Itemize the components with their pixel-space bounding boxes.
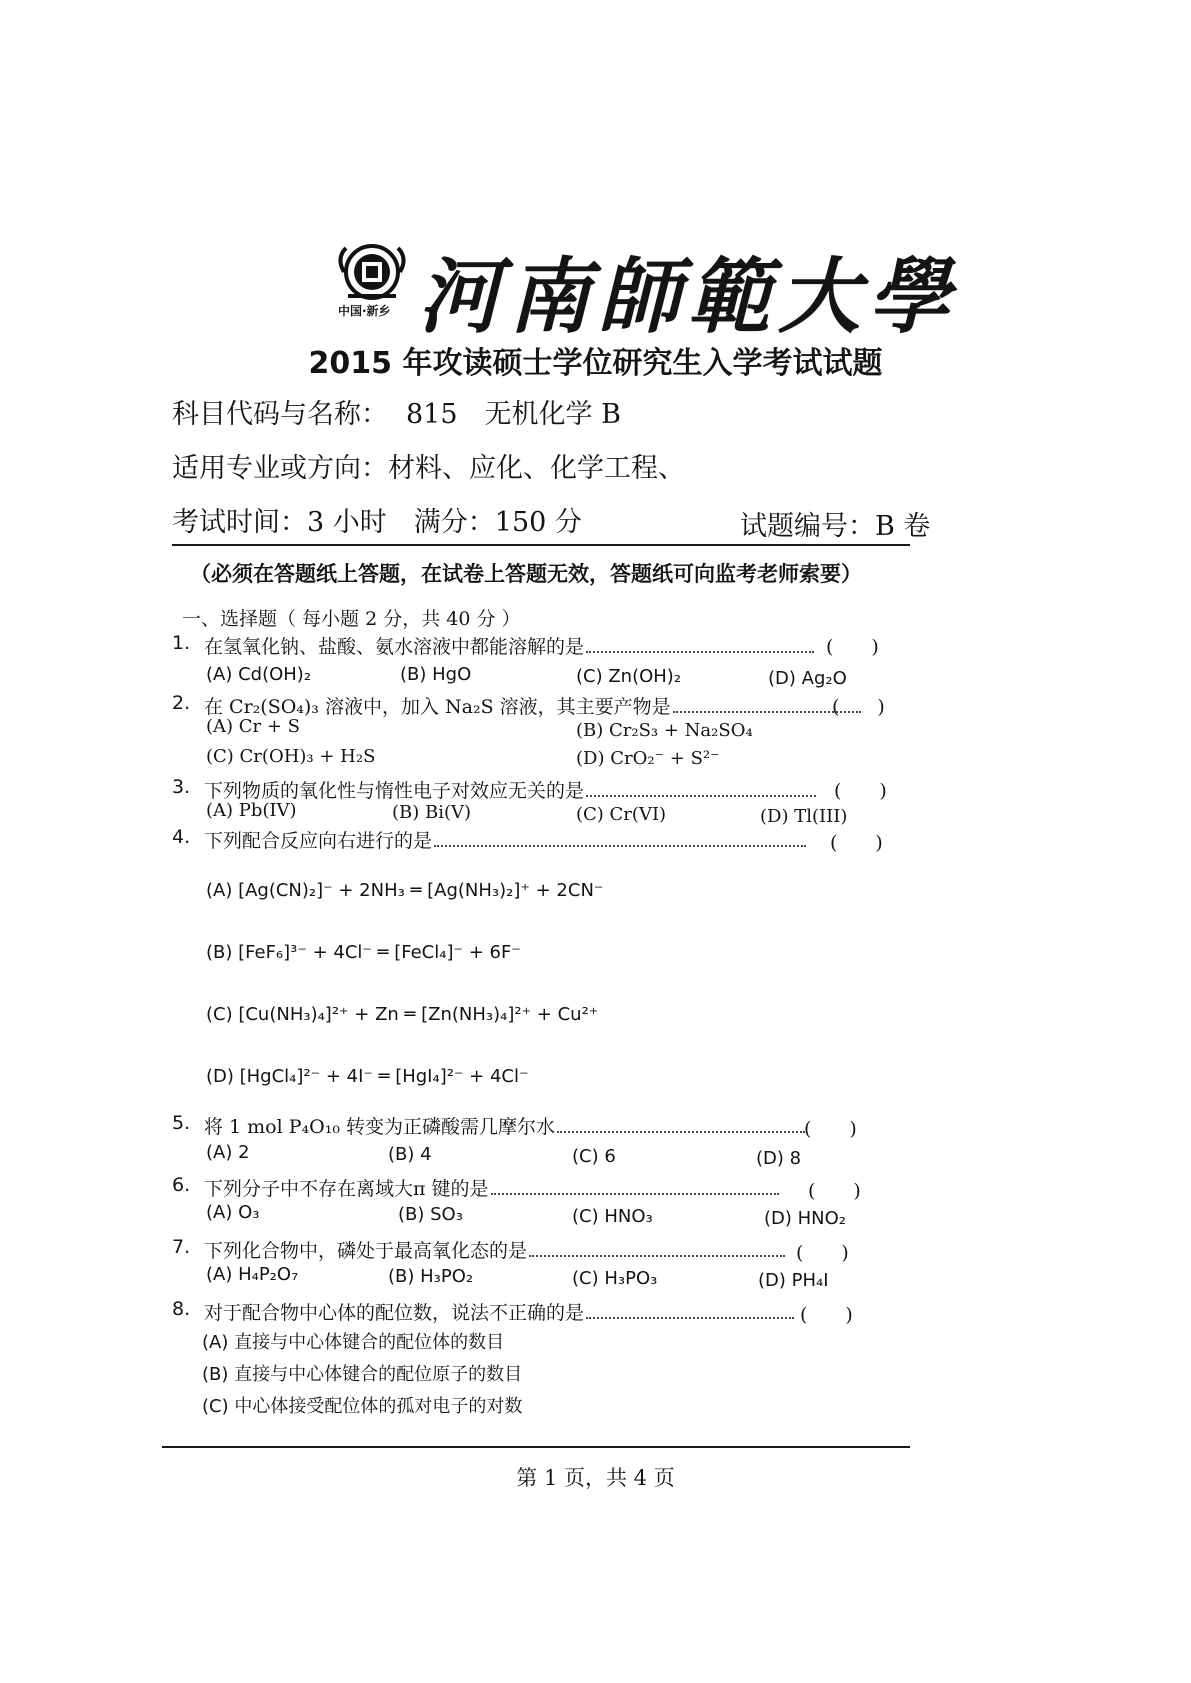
question-text-content: 下列分子中不存在离域大π 键的是 — [204, 1178, 489, 1200]
question-text — [204, 1174, 779, 1201]
answer-paren: ( ) — [800, 1304, 853, 1326]
question-text — [204, 1298, 794, 1325]
question-number: 3. — [172, 776, 191, 798]
question-text-content: 将 1 mol P₄O₁₀ 转变为正磷酸需几摩尔水 — [204, 1116, 555, 1138]
option: (A) Pb(IV) — [206, 800, 297, 821]
question-text-content: 下列化合物中，磷处于最高氧化态的是 — [204, 1240, 528, 1262]
question-text-content: 下列配合反应向右进行的是 — [204, 830, 433, 852]
question-number: 5. — [172, 1112, 191, 1134]
equation-option: (D) [HgCl₄]²⁻ + 4I⁻ ═ [HgI₄]²⁻ + 4Cl⁻ — [206, 1066, 529, 1087]
equation-option: (B) [FeF₆]³⁻ + 4Cl⁻ ═ [FeCl₄]⁻ + 6F⁻ — [206, 942, 521, 963]
exam-title: 2015 年攻读硕士学位研究生入学考试试题 — [308, 346, 883, 381]
option: (B) HgO — [400, 664, 472, 685]
major-line — [172, 446, 685, 485]
footer-rule — [162, 1446, 910, 1448]
question-text — [204, 692, 861, 719]
question-number: 8. — [172, 1298, 191, 1320]
equation-option: (A) [Ag(CN)₂]⁻ + 2NH₃ ═ [Ag(NH₃)₂]⁺ + 2CN⁻ — [206, 880, 604, 901]
question-text-content: 对于配合物中心体的配位数，说法不正确的是 — [204, 1302, 585, 1324]
answer-notice: （必须在答题纸上答题，在试卷上答题无效，答题纸可向监考老师索要） — [190, 562, 862, 586]
leader-dots — [586, 1317, 794, 1319]
emblem-caption: 中国·新乡 — [338, 304, 391, 318]
question-number: 7. — [172, 1236, 191, 1258]
question-text — [204, 1112, 805, 1139]
major-value: 材料、应化、化学工程、 — [388, 453, 685, 484]
answer-paren: ( ) — [804, 1118, 857, 1140]
leader-dots — [586, 651, 814, 653]
question-text — [204, 826, 806, 853]
option: (C) 中心体接受配位体的孤对电子的对数 — [202, 1396, 523, 1417]
major-label: 适用专业或方向： — [172, 453, 388, 484]
answer-paren: ( ) — [830, 832, 883, 854]
question-text-content: 下列物质的氧化性与惰性电子对效应无关的是 — [204, 780, 585, 802]
option: (C) HNO₃ — [572, 1206, 653, 1227]
option: (C) Zn(OH)₂ — [576, 666, 682, 687]
option: (C) Cr(OH)₃ + H₂S — [206, 746, 376, 767]
question-text-content: 在氢氧化钠、盐酸、氨水溶液中都能溶解的是 — [204, 636, 585, 658]
answer-paren: ( ) — [808, 1180, 861, 1202]
option: (A) 2 — [206, 1142, 250, 1163]
option: (A) Cd(OH)₂ — [206, 664, 312, 685]
option: (D) HNO₂ — [764, 1208, 847, 1229]
question-number: 6. — [172, 1174, 191, 1196]
subject-value: 815 无机化学 B — [406, 399, 621, 430]
leader-dots — [529, 1255, 785, 1257]
option: (B) 4 — [388, 1144, 432, 1165]
leader-dots — [491, 1193, 779, 1195]
header-rule — [172, 544, 910, 546]
answer-paren: ( ) — [832, 696, 885, 718]
question-text — [204, 776, 816, 803]
question-text-content: 在 Cr₂(SO₄)₃ 溶液中，加入 Na₂S 溶液，其主要产物是 — [204, 696, 671, 718]
university-logo — [330, 232, 958, 345]
university-name: 河南師範大學 — [418, 249, 958, 345]
option: (D) Ag₂O — [768, 668, 847, 689]
option: (D) PH₄I — [758, 1270, 829, 1291]
question-text — [204, 1236, 785, 1263]
leader-dots — [434, 845, 806, 847]
equation-option: (C) [Cu(NH₃)₄]²⁺ + Zn ═ [Zn(NH₃)₄]²⁺ + Cu²⁺ — [206, 1004, 599, 1025]
option: (A) H₄P₂O₇ — [206, 1264, 299, 1285]
option: (B) H₃PO₂ — [388, 1266, 474, 1287]
option: (C) Cr(VI) — [576, 804, 667, 825]
option: (D) 8 — [756, 1148, 802, 1169]
option: (C) H₃PO₃ — [572, 1268, 658, 1289]
question-number: 4. — [172, 826, 191, 848]
option: (A) Cr + S — [206, 716, 300, 737]
answer-paren: ( ) — [834, 780, 887, 802]
option: (D) Tl(III) — [760, 806, 848, 827]
question-number: 2. — [172, 692, 191, 714]
exam-code: 试题编号：B 卷 — [740, 511, 931, 542]
option: (D) CrO₂⁻ + S²⁻ — [576, 748, 720, 769]
page-number: 第 1 页，共 4 页 — [516, 1466, 675, 1490]
option: (A) 直接与中心体键合的配位体的数目 — [202, 1332, 505, 1353]
option: (B) Cr₂S₃ + Na₂SO₄ — [576, 720, 753, 741]
option: (B) Bi(V) — [392, 802, 472, 823]
subject-label: 科目代码与名称： — [172, 399, 388, 430]
question-text — [204, 632, 814, 659]
answer-paren: ( ) — [796, 1242, 849, 1264]
option: (A) O₃ — [206, 1202, 260, 1223]
subject-line — [172, 392, 621, 431]
option: (B) 直接与中心体键合的配位原子的数目 — [202, 1364, 523, 1385]
question-number: 1. — [172, 632, 191, 654]
answer-paren: ( ) — [826, 636, 879, 658]
section-title: 一、选择题（ 每小题 2 分，共 40 分 ） — [182, 608, 521, 630]
option: (C) 6 — [572, 1146, 616, 1167]
option: (B) SO₃ — [398, 1204, 463, 1225]
leader-dots — [557, 1131, 805, 1133]
leader-dots — [586, 795, 816, 797]
exam-time: 考试时间：3 小时 满分：150 分 — [172, 507, 582, 538]
